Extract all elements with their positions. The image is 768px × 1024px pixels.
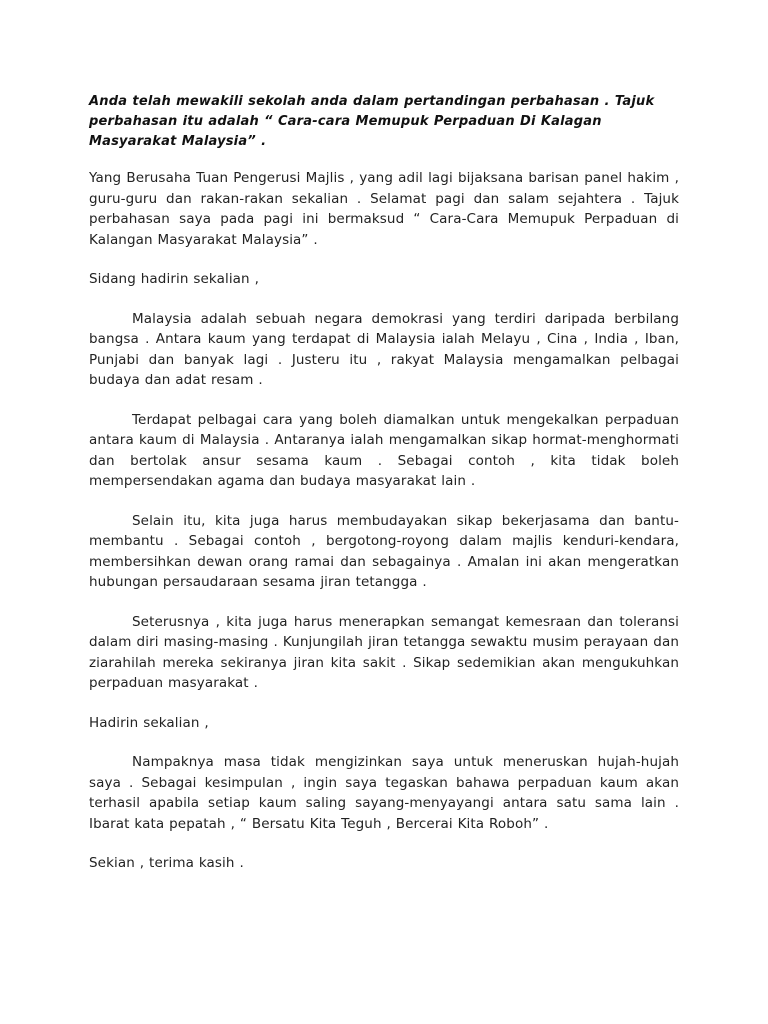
closing-line: Sekian , terima kasih . bbox=[89, 855, 244, 871]
body-paragraph-3: Selain itu, kita juga harus membudayakan sikap bekerjasama dan bantu-membantu . Sebagai contoh , bergotong-royong dalam majlis kenduri-kendara, membersihkan dewan orang ramai dan sebagainya . Amalan ini akan mengeratkan hubungan persaudaraan sesama jiran tetangga . bbox=[89, 512, 679, 590]
body-paragraph-2: Terdapat pelbagai cara yang boleh diamalkan untuk mengekalkan perpaduan antara kaum di Malaysia . Antaranya ialah mengamalkan sikap hormat-menghormati dan bertolak ansur sesama kaum . Sebagai contoh , kita tidak boleh mempersendakan agama dan budaya masyarakat lain . bbox=[89, 411, 679, 489]
body-paragraph-1: Malaysia adalah sebuah negara demokrasi yang terdiri daripada berbilang bangsa . Antara kaum yang terdapat di Malaysia ialah Melayu , Cina , India , Iban, Punjabi dan banyak lagi . Justeru itu , rakyat Malaysia mengamalkan pelbagai budaya dan adat resam . bbox=[89, 310, 679, 388]
debate-prompt-title: Anda telah mewakili sekolah anda dalam pertandingan perbahasan . Tajuk perbahasan itu adalah “ Cara-cara Memupuk Perpaduan Di Kalagan Masyarakat Malaysia” . bbox=[89, 94, 655, 149]
document-page bbox=[89, 92, 679, 874]
audience-address-1: Sidang hadirin sekalian , bbox=[89, 271, 259, 287]
opening-greeting-paragraph: Yang Berusaha Tuan Pengerusi Majlis , yang adil lagi bijaksana barisan panel hakim , guru-guru dan rakan-rakan sekalian . Selamat pagi dan salam sejahtera . Tajuk perbahasan saya pada pagi ini bermaksud “ Cara-Cara Memupuk Perpaduan di Kalangan Masyarakat Malaysia” . bbox=[89, 170, 679, 248]
audience-address-2: Hadirin sekalian , bbox=[89, 714, 209, 731]
body-paragraph-4: Seterusnya , kita juga harus menerapkan semangat kemesraan dan toleransi dalam diri masing-masing . Kunjungilah jiran tetangga sewaktu musim perayaan dan ziarahilah mereka sekiranya jiran kita sakit . Sikap sedemikian akan mengukuhkan perpaduan masyarakat . bbox=[89, 613, 679, 691]
conclusion-paragraph: Nampaknya masa tidak mengizinkan saya untuk meneruskan hujah-hujah saya . Sebagai kesimpulan , ingin saya tegaskan bahawa perpaduan kaum akan terhasil apabila setiap kaum saling sayang-menyayangi antara satu sama lain . Ibarat kata pepatah , “ Bersatu Kita Teguh , Bercerai Kita Roboh” . bbox=[89, 754, 679, 832]
